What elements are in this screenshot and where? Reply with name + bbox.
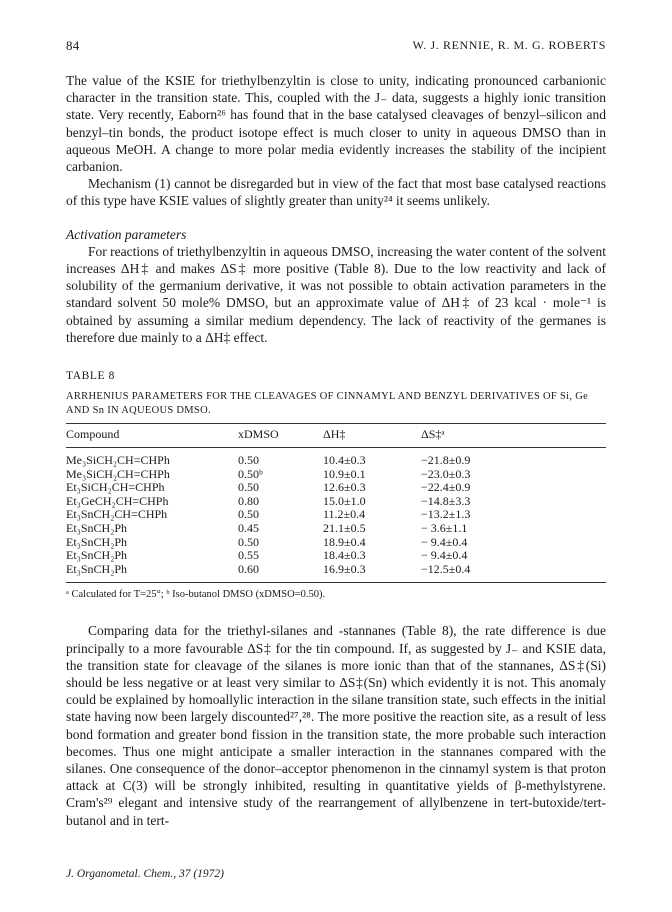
- cell-xdmso: 0.50: [238, 507, 259, 522]
- table-row: [66, 549, 606, 563]
- cell-compound: Et₃SnCH₂Ph: [66, 548, 128, 563]
- header-delta-s: ΔS‡ᵃ: [421, 427, 445, 442]
- cell-xdmso: 0.50: [238, 480, 259, 495]
- table-caption: ARRHENIUS PARAMETERS FOR THE CLEAVAGES OF CINNAMYL AND BENZYL DERIVATIVES OF Si, Ge AND Sn IN AQUEOUS DMSO.: [66, 391, 589, 417]
- cell-compound: Et₃SnCH₂Ph: [66, 521, 128, 536]
- cell-compound: Et₃GeCH₂CH=CHPh: [66, 493, 169, 508]
- body-paragraph-1: The value of the KSIE for triethylbenzyltin is close to unity, indicating pronounced carbanionic character in the transition state. This, coupled with the J₋ data, suggests a highly ionic transition state. Very recently, Eaborn²⁶ has found that in the base catalysed cleavages of benzyl–silicon and benzyl–tin bonds, the product isotope effect is much closer to unity in aqueous DMSO than in aqueous MeOH. A change to more polar media evidently increases the stability of the incipient carbanion.: [66, 73, 606, 175]
- cell-delta-s: −21.8±0.9: [421, 453, 471, 468]
- cell-delta-h: 15.0±1.0: [323, 493, 366, 508]
- cell-delta-s: − 3.6±1.1: [421, 521, 468, 536]
- cell-delta-h: 10.9±0.1: [323, 466, 366, 481]
- cell-delta-h: 12.6±0.3: [323, 480, 366, 495]
- section-paragraph: For reactions of triethylbenzyltin in aqueous DMSO, increasing the water content of the solvent increases ΔH‡ and makes ΔS‡ more positive (Table 8). Due to the low reactivity and lack of solubility of the germanium derivative, it was not possible to obtain activation parameters in the standard solvent 50 mole% DMSO, but an approximate value of ΔH‡ of 23 kcal · mole⁻¹ is obtained by assuming a similar medium dependency. The lack of reactivity of the germanes is therefore due mainly to a ΔH‡ effect.: [66, 243, 606, 345]
- cell-xdmso: 0.45: [238, 521, 259, 536]
- cell-delta-h: 18.9±0.4: [323, 534, 366, 549]
- cell-delta-s: − 9.4±0.4: [421, 548, 468, 563]
- table-row: [66, 522, 606, 536]
- cell-compound: Me₃SiCH₂CH=CHPh: [66, 466, 170, 481]
- table-row: [66, 481, 606, 495]
- table-label: TABLE 8: [66, 370, 115, 383]
- cell-delta-s: −23.0±0.3: [421, 466, 471, 481]
- cell-delta-s: −14.8±3.3: [421, 493, 471, 508]
- table-bottom-rule: [66, 582, 606, 583]
- section-heading: Activation parameters: [66, 226, 187, 242]
- running-authors: W. J. RENNIE, R. M. G. ROBERTS: [412, 38, 606, 52]
- cell-delta-h: 16.9±0.3: [323, 561, 366, 576]
- cell-delta-s: −12.5±0.4: [421, 561, 471, 576]
- cell-delta-s: −22.4±0.9: [421, 480, 471, 495]
- cell-compound: Et₃SnCH₂Ph: [66, 561, 128, 576]
- cell-delta-h: 11.2±0.4: [323, 507, 366, 522]
- body-paragraph-3: Comparing data for the triethyl-silanes and -stannanes (Table 8), the rate difference is due principally to a more favourable ΔS‡ for the tin compound. If, as suggested by J₋ and KSIE data, the transition state for cleavage of the silanes is more ionic than that of the stannanes, ΔS‡(Si) should be less negative or at least very similar to ΔS‡(Sn) which evidently it is not. This anomaly could be explained by homoallylic interaction in the silane transition state, such effects in the initial state having now been largely discounted²⁷,²⁸. The more positive the reaction site, as a result of less bond formation and greater bond fission in the transition state, the more probable such interaction becomes. Thus one might anticipate a smaller interaction in the stannanes compared with the silanes. One consequence of the donor–acceptor phenomenon in the cinnamyl system is that proton attack at C(3) will be strongly inhibited, resulting in quantitative yields of β-methylstyrene. Cram's²⁹ elegant and intensive study of the rearrangement of allylbenzene in tert-butoxide/tert-butanol and in tert-: [66, 623, 606, 828]
- cell-xdmso: 0.80: [238, 493, 259, 508]
- table-header-rule: [66, 447, 606, 448]
- journal-page: [66, 38, 606, 829]
- page-number: 84: [66, 38, 80, 53]
- table-row: [66, 563, 606, 577]
- cell-delta-h: 10.4±0.3: [323, 453, 366, 468]
- cell-delta-h: 18.4±0.3: [323, 548, 366, 563]
- journal-citation: J. Organometal. Chem., 37 (1972): [66, 868, 224, 880]
- body-paragraph-2: Mechanism (1) cannot be disregarded but in view of the fact that most base catalysed reactions of this type have KSIE values of slightly greater than unity²⁴ it seems unlikely.: [66, 176, 606, 209]
- cell-compound: Et₃SnCH₂CH=CHPh: [66, 507, 168, 522]
- cell-delta-s: − 9.4±0.4: [421, 534, 468, 549]
- table-row: [66, 468, 606, 482]
- table-row: [66, 454, 606, 468]
- cell-xdmso: 0.50: [238, 534, 259, 549]
- arrhenius-table: [66, 424, 606, 576]
- running-header: [66, 38, 606, 54]
- header-delta-h: ΔH‡: [323, 427, 346, 442]
- table-row: [66, 536, 606, 550]
- cell-delta-h: 21.1±0.5: [323, 521, 366, 536]
- cell-xdmso: 0.50: [238, 453, 259, 468]
- table-footnote: ᵃ Calculated for T=25°; ᵇ Iso-butanol DMSO (xDMSO=0.50).: [66, 589, 326, 601]
- cell-xdmso: 0.60: [238, 561, 259, 576]
- header-xdmso: xDMSO: [238, 427, 279, 442]
- table-row: [66, 508, 606, 522]
- cell-delta-s: −13.2±1.3: [421, 507, 471, 522]
- cell-xdmso: 0.50ᵇ: [238, 466, 263, 481]
- cell-compound: Et₃SiCH₂CH=CHPh: [66, 480, 165, 495]
- cell-xdmso: 0.55: [238, 548, 259, 563]
- cell-compound: Me₃SiCH₂CH=CHPh: [66, 453, 170, 468]
- header-compound: Compound: [66, 427, 120, 442]
- cell-compound: Et₃SnCH₂Ph: [66, 534, 128, 549]
- table-header-row: [66, 424, 606, 447]
- table-row: [66, 495, 606, 509]
